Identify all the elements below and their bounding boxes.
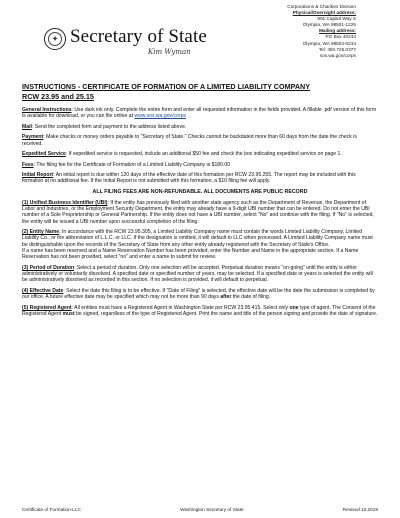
section-text: : Send the completed form and payment to the address listed above. (31, 123, 187, 130)
section-text: : Make checks or money orders payable to "Secretary of State." Checks cannot be backdated more than 60 days from the date the check is received. (22, 134, 357, 147)
forms-link[interactable]: www.sos.wa.gov/corps (134, 113, 186, 120)
section-label: (4) Effective Date (22, 287, 64, 294)
mail-instructions (22, 124, 378, 130)
duration-instructions (22, 265, 378, 284)
section-text: : An initial report is due within 120 days of the effective date of this formation per RCW 23.95.255. The report may be included with this formation at no additional fee. If the Initial Report is not submitted with this formation, a $10 filing fee will apply. (22, 172, 356, 185)
telephone: Tel: 360.725.0377 (318, 46, 356, 52)
emphasis: must (62, 311, 75, 317)
entity-name-reservation: If a name has been reserved and a Name Reservation Number has been provided, enter the Number and Name in the appropriate section. If a Name Reservation has not been provided, select "no" and enter a name to submit for review. (22, 248, 359, 261)
division-name: Corporations & Charities Division (287, 4, 356, 9)
physical-address-label: Physical/Overnight address: (292, 10, 356, 16)
section-label: Payment (22, 134, 44, 141)
section-text: : Select the date this filing is to be effective. If "Date of Filing" is selected, the effective date will be the date the submission is completed by our office. A future effective date may be specified which may not be more than 90 days (22, 287, 375, 301)
title-line: INSTRUCTIONS - CERTIFICATE OF FORMATION OF A LIMITED LIABILITY COMPANY (22, 82, 311, 91)
section-label: (3) Period of Duration (22, 264, 75, 271)
emphasis: after (220, 294, 232, 301)
general-instructions (22, 107, 378, 120)
section-text: : Use dark ink only. Complete the entire form and enter all requested information in the fields provided. A fillable .pdf version of this form is available for download, or you can file online at (22, 107, 377, 120)
fees-instructions (22, 162, 378, 168)
section-text: the date of filing. (231, 294, 271, 301)
section-text: : In accordance with the RCW 23.95.305, a Limited Liability Company name must contain the words Limited Liability Company, Limited Liability Co., or the abbreviation of L.L.C. or LLC. If the designation is omitted, it will default to LLC when processed. A Limited Liability Company name must be distinguishable upon the records of the Secretary of State from any other entity already registered with the Secretary of State's Office. (22, 229, 373, 248)
section-text: be signed, regardless of the type of Registered Agent. Print the name and title of the person signing and provide the date of signature. (74, 311, 378, 317)
section-label: (2) Entity Name (22, 229, 60, 236)
footer-agency: Washington Secretary of State (180, 507, 244, 512)
contact-block (287, 4, 356, 59)
section-text: : All entities must have a Registered Agent in Washington State per RCW 23.95.415. Select only (71, 304, 290, 311)
section-label: Initial Report (22, 172, 54, 179)
section-text: type of agent. The Consent of the Registered Agent (22, 304, 376, 317)
emphasis: one (289, 304, 299, 311)
page-footer (22, 507, 378, 512)
website: sos.wa.gov/corps (319, 52, 356, 58)
signature: Kim Wyman (148, 48, 191, 56)
state-seal-icon: ✦ (44, 28, 66, 50)
initial-report-instructions (22, 172, 378, 185)
document-title (22, 82, 378, 101)
section-text: : The filing fee for the Certificate of Formation of a Limited Liability Company is $180.00 (33, 161, 231, 168)
section-label: Expedited Service (22, 151, 66, 158)
entity-name-instructions (22, 229, 378, 248)
mailing-address-label: Mailing address: (319, 28, 356, 34)
footer-form-name: Certificate of Formation-LLC (22, 507, 81, 512)
registered-agent-instructions (22, 305, 378, 318)
effective-date-instructions (22, 288, 378, 301)
section-text: : If the entity has previously filed with another state agency such as the Department of Revenue, the Department of Labor and Industries, or the Employment Security Department, the entity may already have a 9-digit UBI number that can be entered. Do not enter the UBI number of a Sole Proprietorship or General Partnership. If the entity does not have a UBI number, select "No" and continue with the filing. If "No" is selected, the entity will be issued a UBI number upon successful completion of the filing. (22, 199, 374, 225)
mailing-address-line: Olympia, WA 98504-0234 (302, 40, 356, 46)
expedited-instructions (22, 151, 378, 157)
title-line: RCW 23.95 and 25.15 (22, 91, 94, 101)
letterhead (22, 0, 378, 82)
section-text: : If expedited service is requested, include an additional $50 fee and check the box indicating expedited service on page 1. (65, 151, 342, 158)
fees-notice: ALL FILING FEES ARE NON-REFUNDABLE. ALL DOCUMENTS ARE PUBLIC RECORD (92, 188, 308, 195)
brand-logo-text: Secretary of State (70, 26, 207, 47)
mailing-address-line: PO Box 40234 (325, 34, 356, 40)
section-label: General Instructions (22, 107, 72, 113)
ubi-instructions (22, 200, 378, 225)
section-label: Fees (22, 161, 34, 168)
section-text: : Select a period of duration. Only one selection will be accepted. Perpetual duration means "on-going" until the entity is either administratively or voluntarily dissolved. A specified date or specified number of years, may be selected. If a specified date or years is selected the entity will be administratively dissolved as recorded in this section. If no selection is provided, it will default to perpetual. (22, 264, 373, 284)
physical-address-line: Olympia, WA 98501-1226 (302, 22, 356, 28)
payment-instructions (22, 134, 378, 147)
footer-revision: Revised 10.2019 (342, 507, 378, 512)
physical-address-line: 801 Capitol Way S (317, 16, 356, 22)
section-label: (1) Unified Business Identifier (UBI) (22, 199, 108, 206)
section-label: Mail (22, 123, 32, 130)
section-label: (5) Registered Agent (22, 304, 72, 311)
